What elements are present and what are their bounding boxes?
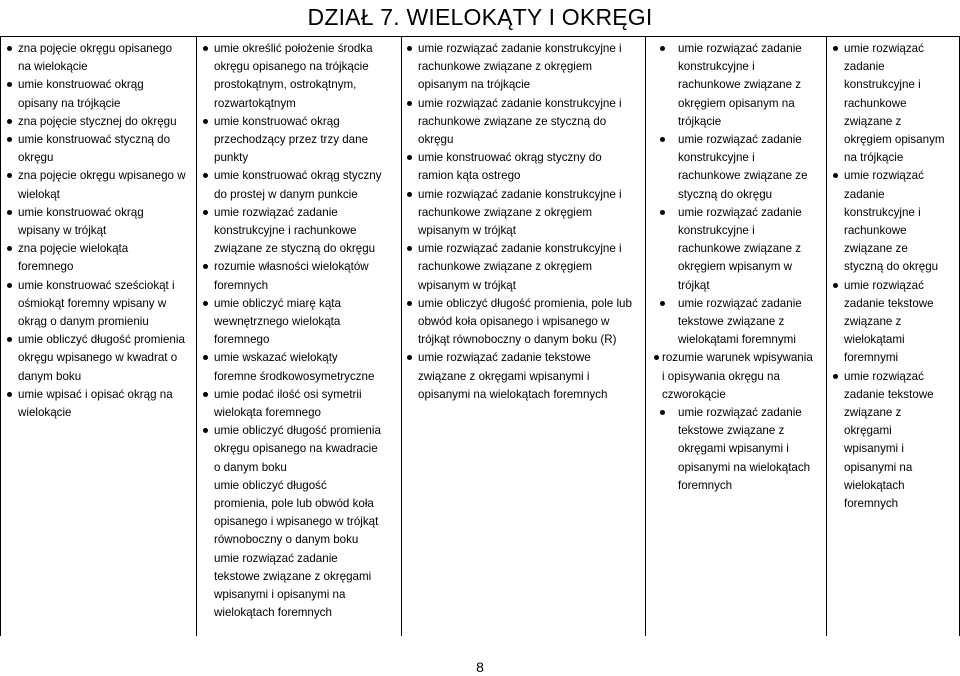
requirement-item: umie rozwiązać zadanie tekstowe [404,349,644,367]
requirement-item-continuation: wpisanym w trójkąt [418,278,516,292]
requirement-item-continuation: wpisanymi i opisanymi na [214,588,346,602]
requirement-item-continuation: umie rozwiązać zadanie [214,551,338,565]
requirement-item-continuation: wielokąt [18,187,60,201]
requirement-item-continuation: umie obliczyć długość [214,478,327,492]
requirement-item-continuation: opisanymi na [844,460,913,474]
page-number: 8 [476,659,484,675]
requirement-item-continuation: konstrukcyjne i [844,205,921,219]
requirement-item-continuation: wielokątami [844,333,905,347]
requirement-item-continuation: okręgu [18,151,54,165]
requirement-item: umie rozwiązać [830,368,958,386]
requirement-item-continuation: okrąg o danym promieniu [18,315,149,329]
requirement-item-continuation: danym boku [18,369,82,383]
requirement-item-continuation: na trójkącie [844,151,904,165]
requirement-item: umie obliczyć długość promienia, pole lub [404,295,644,313]
requirement-item-continuation: foremnymi [844,351,899,365]
requirement-item: rozumie własności wielokątów [200,258,400,276]
requirement-item: umie rozwiązać zadanie konstrukcyjne i [404,186,644,204]
column-grade-2 [4,40,192,422]
requirements-list [830,40,958,513]
requirement-item: zna pojęcie wielokąta [4,240,192,258]
requirements-list [200,40,400,623]
requirement-item: umie konstruować okrąg styczny [200,167,400,185]
requirement-item-continuation: do prostej w danym punkcie [214,187,358,201]
requirement-item: umie rozwiązać zadanie [654,204,824,222]
requirement-item-continuation: czworokącie [662,387,726,401]
requirement-item-continuation: związane z [844,406,902,420]
requirement-item: umie rozwiązać [830,167,958,185]
requirement-item-continuation: opisanymi na wielokątach [678,460,811,474]
requirement-item: umie rozwiązać zadanie konstrukcyjne i [404,240,644,258]
requirement-item: umie konstruować styczną do [4,131,192,149]
requirement-item: umie wpisać i opisać okrąg na [4,386,192,404]
requirement-item-continuation: wielokątami foremnymi [678,333,796,347]
requirement-item-continuation: związane z [844,315,902,329]
requirement-item: umie rozwiązać zadanie [654,131,824,149]
requirement-item-continuation: styczną do okręgu [844,260,939,274]
requirement-item: umie obliczyć długość promienia [4,331,192,349]
requirement-item-continuation: związane ze [844,242,908,256]
requirement-item: umie rozwiązać [830,40,958,58]
column-divider [196,36,197,636]
column-grade-3 [200,40,400,623]
requirement-item-continuation: rachunkowe [844,96,907,110]
column-divider [401,36,402,636]
requirement-item-continuation: związane ze styczną do okręgu [214,242,376,256]
requirement-item: umie konstruować okrąg [4,204,192,222]
requirement-item-continuation: tekstowe związane z [678,315,785,329]
section-title: DZIAŁ 7. WIELOKĄTY I OKRĘGI [307,4,653,30]
requirement-item-continuation: foremnego [214,333,270,347]
requirement-item-continuation: okręgu opisanego na kwadracie [214,442,378,456]
requirement-item-continuation: opisany na trójkącie [18,96,121,110]
column-divider [0,36,1,636]
requirement-item-continuation: wielokąta foremnego [214,406,321,420]
requirement-item-continuation: promienia, pole lub obwód koła [214,497,374,511]
requirement-item-continuation: tekstowe związane z okręgami [214,569,372,583]
requirement-item-continuation: rachunkowe związane z okręgiem [418,205,592,219]
requirement-item-continuation: wielokącie [18,406,72,420]
column-divider [645,36,646,636]
requirements-list [4,40,192,422]
requirement-item-continuation: rachunkowe związane z [678,242,802,256]
requirement-item-continuation: okręgu wpisanego w kwadrat o [18,351,178,365]
requirement-item: umie konstruować okrąg [200,113,400,131]
requirements-table [0,36,960,636]
requirement-item-continuation: okręgu opisanego na trójkącie [214,60,369,74]
requirement-item-continuation: rachunkowe [844,224,907,238]
requirement-item-continuation: opisanym na trójkącie [418,78,531,92]
requirement-item: umie określić położenie środka [200,40,400,58]
requirement-item-continuation: rachunkowe związane z [678,78,802,92]
requirement-item-continuation: okręgu [418,133,454,147]
requirement-item-continuation: wewnętrznego wielokąta [214,315,341,329]
requirement-item: umie konstruować sześciokąt i [4,277,192,295]
requirement-item: rozumie warunek wpisywania [654,349,824,367]
requirement-item: umie wskazać wielokąty [200,349,400,367]
requirement-item-continuation: przechodzący przez trzy dane [214,133,369,147]
requirement-item-continuation: wpisany w trójkąt [18,224,107,238]
requirement-item: zna pojęcie okręgu opisanego [4,40,192,58]
requirement-item-continuation: okręgami wpisanymi i [678,442,789,456]
requirement-item-continuation: wpisanym w trójkąt [418,224,516,238]
requirement-item-continuation: wielokątach [844,478,905,492]
requirement-item-continuation: rachunkowe związane z okręgiem [418,60,592,74]
requirement-item-continuation: rachunkowe związane z okręgiem [418,260,592,274]
requirement-item: umie konstruować okrąg [4,76,192,94]
requirement-item-continuation: okręgiem opisanym [844,133,945,147]
requirement-item: umie rozwiązać [830,277,958,295]
requirement-item: umie rozwiązać zadanie [654,404,824,422]
requirement-item-continuation: okręgiem opisanym na [678,96,795,110]
requirement-item-continuation: zadanie [844,187,885,201]
requirement-item-continuation: równoboczny o danym boku [214,533,359,547]
requirement-item-continuation: zadanie tekstowe [844,296,934,310]
table-top-border [0,36,960,37]
requirement-item-continuation: ramion kąta ostrego [418,169,521,183]
requirement-item-continuation: opisanymi na wielokątach foremnych [418,387,608,401]
requirement-item-continuation: i opisywania okręgu na [662,369,780,383]
requirement-item-continuation: na wielokącie [18,60,88,74]
requirement-item-continuation: konstrukcyjne i [678,224,755,238]
requirement-item-continuation: konstrukcyjne i [678,151,755,165]
requirement-item-continuation: styczną do okręgu [678,187,773,201]
requirement-item: zna pojęcie stycznej do okręgu [4,113,192,131]
requirement-item-continuation: związane z [844,114,902,128]
column-grade-4 [404,40,644,404]
requirement-item-continuation: trójkąt równoboczny o danym boku (R) [418,333,617,347]
requirement-item-continuation: obwód koła opisanego i wpisanego w [418,315,610,329]
requirement-item-continuation: ośmiokąt foremny wpisany w [18,296,167,310]
requirement-item-continuation: okręgami [844,424,892,438]
requirement-item: umie rozwiązać zadanie [200,204,400,222]
requirement-item: umie obliczyć miarę kąta [200,295,400,313]
requirement-item-continuation: wpisanymi i [844,442,904,456]
requirement-item-continuation: okręgiem wpisanym w [678,260,793,274]
requirements-list [404,40,644,404]
requirement-item: umie konstruować okrąg styczny do [404,149,644,167]
requirement-item-continuation: tekstowe związane z [678,424,785,438]
requirement-item: umie rozwiązać zadanie [654,40,824,58]
requirement-item-continuation: o danym boku [214,460,287,474]
requirement-item-continuation: rachunkowe związane ze [678,169,808,183]
requirement-item-continuation: foremnych [678,478,733,492]
requirement-item-continuation: konstrukcyjne i [678,60,755,74]
requirement-item-continuation: zadanie [844,60,885,74]
requirement-item-continuation: trójkącie [678,114,722,128]
requirement-item: umie podać ilość osi symetrii [200,386,400,404]
requirement-item-continuation: wielokątach foremnych [214,606,332,620]
requirement-item-continuation: zadanie tekstowe [844,387,934,401]
requirement-item-continuation: foremnego [18,260,74,274]
requirement-item-continuation: opisanego i wpisanego w trójkąt [214,515,379,529]
requirement-item: umie rozwiązać zadanie konstrukcyjne i [404,95,644,113]
column-grade-6 [830,40,958,513]
requirement-item-continuation: związane z okręgami wpisanymi i [418,369,590,383]
requirements-list [654,40,824,495]
requirement-item-continuation: rozwartokątnym [214,96,296,110]
requirement-item-continuation: konstrukcyjne i [844,78,921,92]
requirement-item-continuation: foremne środkowosymetryczne [214,369,375,383]
requirement-item-continuation: trójkąt [678,278,710,292]
column-grade-5 [654,40,824,495]
requirement-item: umie rozwiązać zadanie [654,295,824,313]
requirement-item-continuation: konstrukcyjne i rachunkowe [214,224,357,238]
requirement-item-continuation: punkty [214,151,249,165]
column-divider [826,36,827,636]
requirement-item: umie rozwiązać zadanie konstrukcyjne i [404,40,644,58]
requirement-item-continuation: foremnych [844,497,899,511]
requirement-item: umie obliczyć długość promienia [200,422,400,440]
requirement-item-continuation: rachunkowe związane ze styczną do [418,114,607,128]
requirement-item-continuation: prostokątnym, ostrokątnym, [214,78,357,92]
requirement-item: zna pojęcie okręgu wpisanego w [4,167,192,185]
requirement-item-continuation: foremnych [214,278,269,292]
